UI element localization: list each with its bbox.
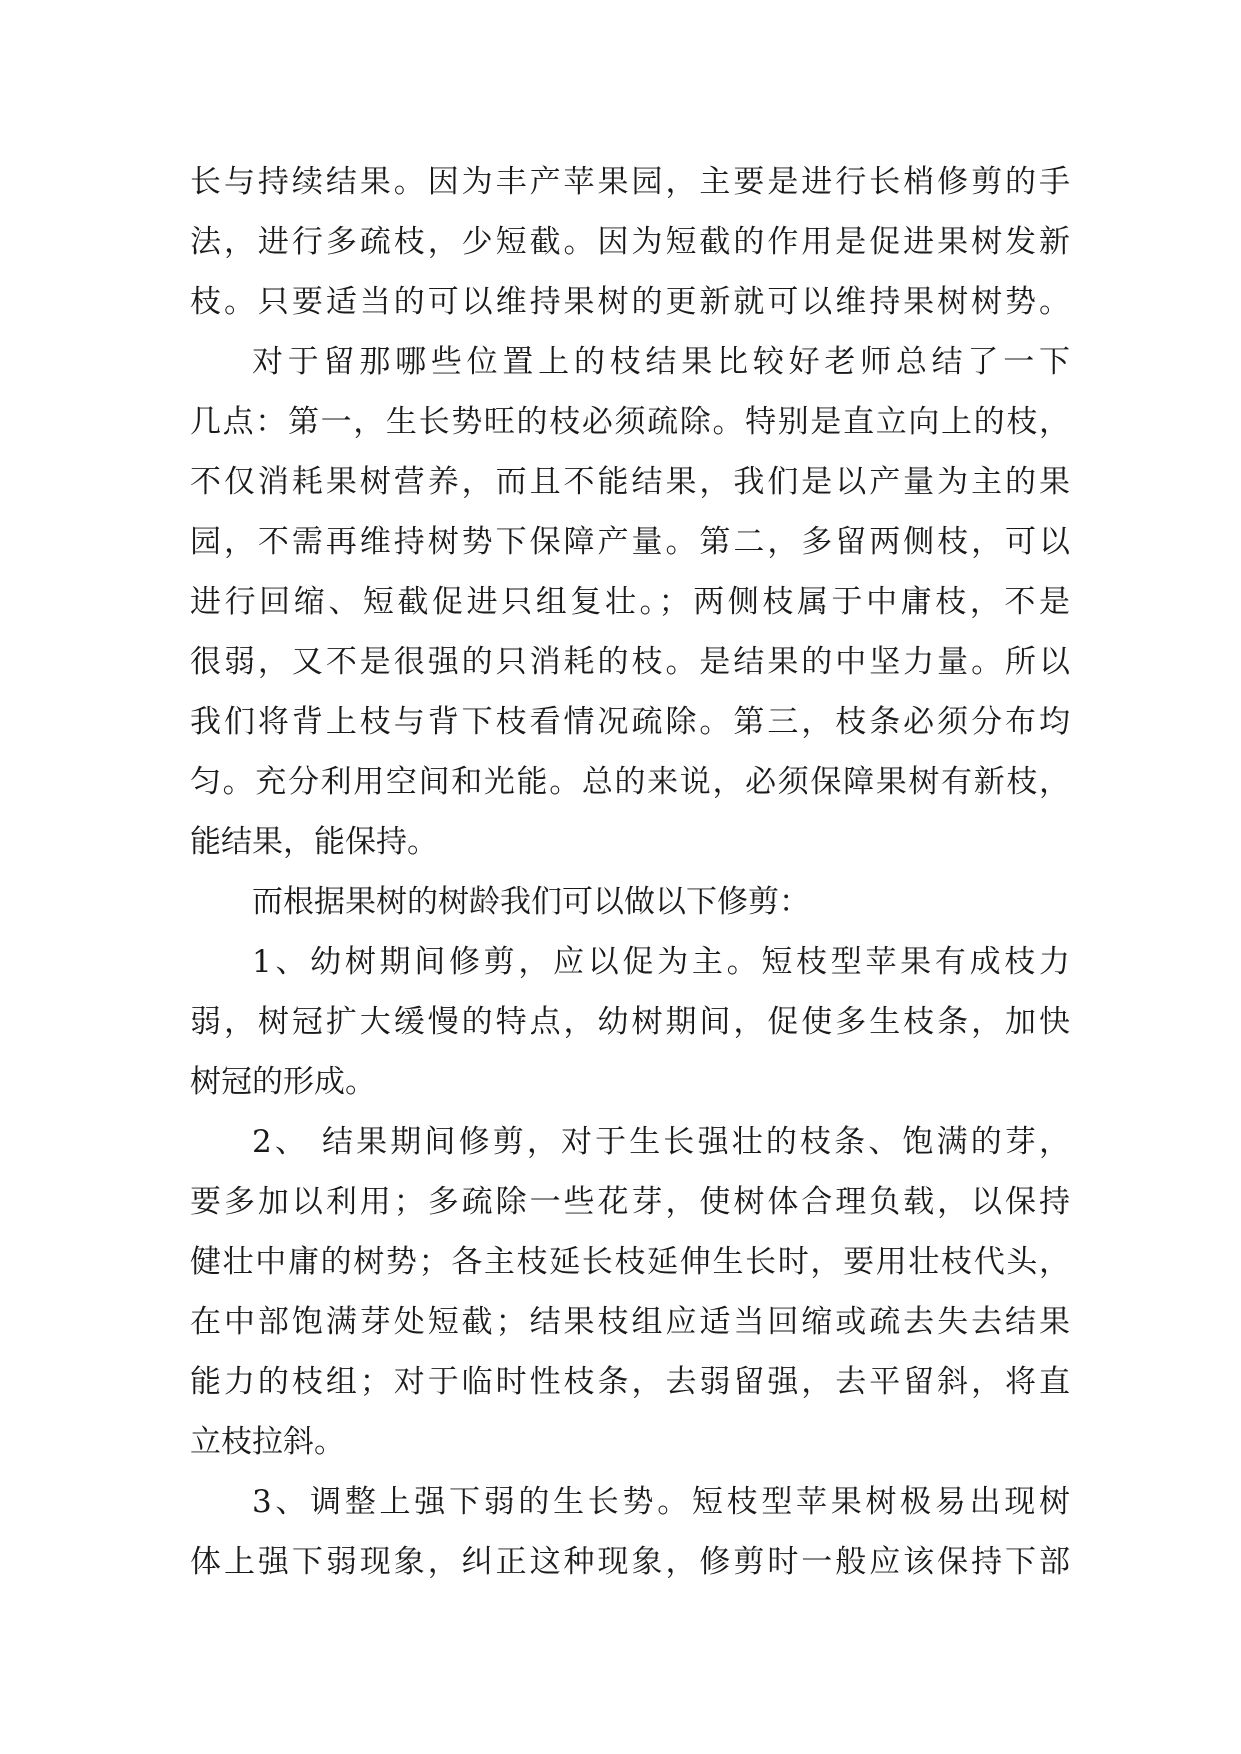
text-line: 1、幼树期间修剪，应以促为主。短枝型苹果有成枝力 (252, 944, 1070, 980)
text-line: 3、调整上强下弱的生长势。短枝型苹果树极易出现树 (252, 1484, 1070, 1520)
text-line: 我们将背上枝与背下枝看情况疏除。第三，枝条必须分布均 (190, 704, 1070, 740)
text-line: 而根据果树的树龄我们可以做以下修剪： (252, 884, 810, 920)
text-line: 枝。只要适当的可以维持果树的更新就可以维持果树树势。 (190, 284, 1070, 320)
text-line: 2、 结果期间修剪，对于生长强壮的枝条、饱满的芽， (252, 1124, 1070, 1160)
text-line: 不仅消耗果树营养，而且不能结果，我们是以产量为主的果 (190, 464, 1070, 500)
text-line: 几点：第一，生长势旺的枝必须疏除。特别是直立向上的枝， (190, 404, 1070, 440)
text-line: 能力的枝组；对于临时性枝条，去弱留强，去平留斜，将直 (190, 1364, 1070, 1400)
text-line: 对于留那哪些位置上的枝结果比较好老师总结了一下 (252, 344, 1070, 380)
text-line: 在中部饱满芽处短截；结果枝组应适当回缩或疏去失去结果 (190, 1304, 1070, 1340)
text-line: 树冠的形成。 (190, 1064, 376, 1100)
text-line: 法，进行多疏枝，少短截。因为短截的作用是促进果树发新 (190, 224, 1070, 260)
text-line: 体上强下弱现象，纠正这种现象，修剪时一般应该保持下部 (190, 1544, 1070, 1580)
text-line: 园，不需再维持树势下保障产量。第二，多留两侧枝，可以 (190, 524, 1070, 560)
text-line: 进行回缩、短截促进只组复壮。；两侧枝属于中庸枝，不是 (190, 584, 1070, 620)
text-line: 长与持续结果。因为丰产苹果园，主要是进行长梢修剪的手 (190, 164, 1070, 200)
text-line: 能结果，能保持。 (190, 824, 438, 860)
text-line: 要多加以利用；多疏除一些花芽，使树体合理负载，以保持 (190, 1184, 1070, 1220)
text-line: 健壮中庸的树势；各主枝延长枝延伸生长时，要用壮枝代头， (190, 1244, 1070, 1280)
body-text (190, 152, 1070, 1592)
text-line: 弱，树冠扩大缓慢的特点，幼树期间，促使多生枝条，加快 (190, 1004, 1070, 1040)
text-line: 匀。充分利用空间和光能。总的来说，必须保障果树有新枝， (190, 764, 1070, 800)
text-line: 立枝拉斜。 (190, 1424, 345, 1460)
text-line: 很弱，又不是很强的只消耗的枝。是结果的中坚力量。所以 (190, 644, 1070, 680)
